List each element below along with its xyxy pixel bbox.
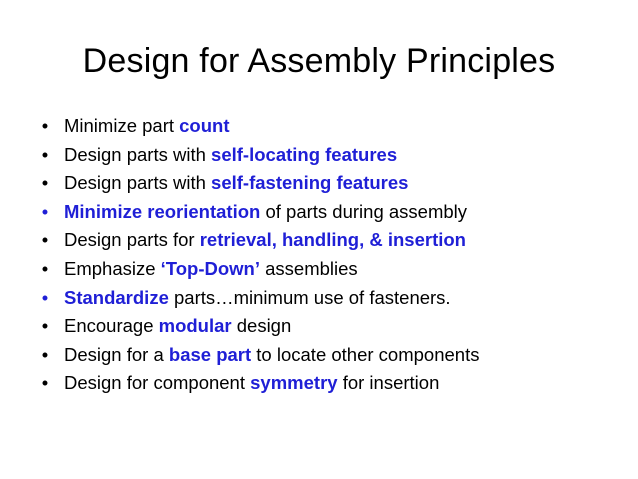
bullet-highlight-text: Standardize <box>64 286 169 308</box>
bullet-text: Emphasize <box>64 257 161 279</box>
bullet-highlight-text: ‘Top-Down’ <box>160 257 260 279</box>
bullet-dot-icon: • <box>41 172 49 194</box>
bullet-text: for insertion <box>337 372 440 394</box>
bullet-item <box>38 112 628 141</box>
bullet-highlight-text: Minimize reorientation <box>64 200 261 222</box>
bullet-text: Design parts with <box>64 143 212 165</box>
bullet-highlight-text: self-fastening features <box>211 172 409 194</box>
slide-title: Design for Assembly Principles <box>82 42 556 80</box>
bullet-text: to locate other components <box>251 343 480 365</box>
bullet-item <box>38 284 628 313</box>
bullet-text: design <box>231 315 292 337</box>
bullet-highlight-text: count <box>179 115 230 136</box>
bullet-item <box>38 312 628 341</box>
bullet-item <box>38 141 628 170</box>
bullet-dot-icon: • <box>41 315 49 337</box>
bullet-highlight-text: base part <box>168 343 252 365</box>
bullet-text: Design for component <box>64 372 251 394</box>
bullet-text: parts…minimum use of fasteners. <box>168 286 451 308</box>
bullet-text: Encourage <box>64 315 159 337</box>
bullet-text: Design parts with <box>64 172 212 194</box>
bullet-text: Minimize part <box>64 115 180 136</box>
bullet-item <box>38 255 628 284</box>
bullet-list <box>38 112 628 398</box>
bullet-text: Design for a <box>64 343 169 365</box>
bullet-dot-icon: • <box>41 286 49 308</box>
bullet-highlight-text: symmetry <box>250 372 338 394</box>
bullet-dot-icon: • <box>41 200 49 222</box>
bullet-item <box>38 341 628 370</box>
bullet-highlight-text: retrieval, handling, & insertion <box>199 229 466 251</box>
bullet-dot-icon: • <box>41 115 49 136</box>
bullet-dot-icon: • <box>41 372 49 394</box>
bullet-item <box>38 198 628 227</box>
bullet-dot-icon: • <box>41 257 49 279</box>
bullet-text: assemblies <box>259 257 358 279</box>
bullet-dot-icon: • <box>41 343 49 365</box>
bullet-text: Design parts for <box>64 229 200 251</box>
bullet-item <box>38 226 628 255</box>
bullet-highlight-text: self-locating features <box>211 143 398 165</box>
bullet-dot-icon: • <box>41 229 49 251</box>
bullet-item <box>38 369 628 398</box>
bullet-highlight-text: modular <box>158 315 232 337</box>
bullet-dot-icon: • <box>41 143 49 165</box>
bullet-item <box>38 169 628 198</box>
bullet-text: of parts during assembly <box>260 200 468 222</box>
